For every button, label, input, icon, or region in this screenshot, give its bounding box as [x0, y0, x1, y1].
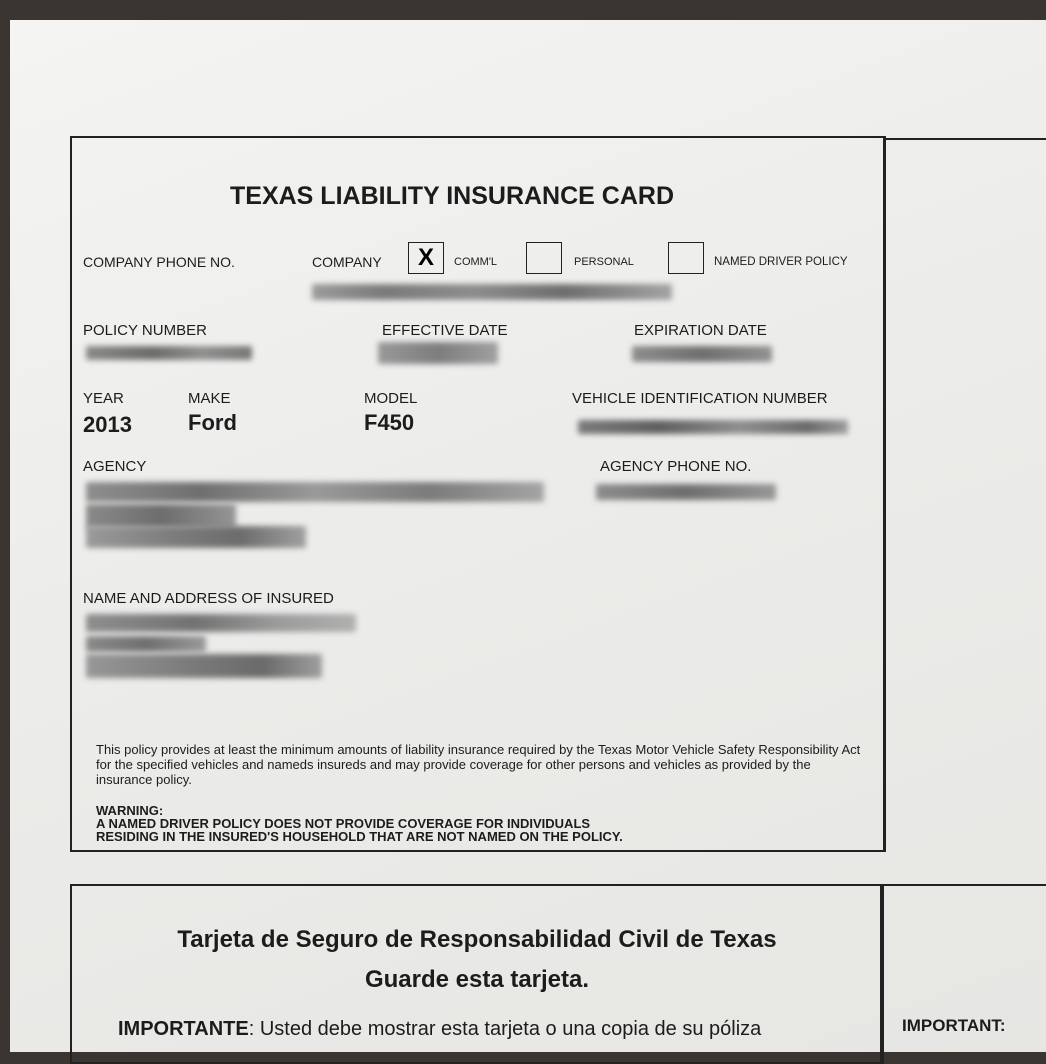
- agency-city-redacted: [86, 526, 306, 548]
- commercial-label: COMM'L: [454, 256, 498, 268]
- insured-address-redacted: [86, 636, 206, 652]
- vin-redacted: [578, 420, 848, 434]
- expiration-date-redacted: [632, 346, 772, 362]
- effective-date-label: EFFECTIVE DATE: [382, 322, 508, 339]
- policy-number-label: POLICY NUMBER: [83, 322, 207, 339]
- spanish-title: Tarjeta de Seguro de Responsabilidad Civil de Texas: [177, 926, 777, 953]
- make-label: MAKE: [188, 390, 231, 407]
- named-driver-label: NAMED DRIVER POLICY: [714, 256, 848, 268]
- agency-address-redacted: [86, 504, 236, 528]
- spanish-important-text: : Usted debe mostrar esta tarjeta o una copia de su póliza: [248, 1018, 762, 1040]
- company-phone-redacted: [312, 284, 672, 300]
- spanish-important-label: IMPORTANTE: [118, 1018, 249, 1040]
- named-driver-checkbox: [668, 242, 704, 274]
- agency-label: AGENCY: [83, 458, 147, 475]
- policy-number-redacted: [86, 346, 252, 360]
- agency-phone-redacted: [596, 484, 776, 500]
- company-label: COMPANY: [312, 254, 382, 270]
- spanish-important: [118, 1018, 761, 1041]
- personal-checkbox: [526, 242, 562, 274]
- agency-phone-label: AGENCY PHONE NO.: [600, 458, 752, 475]
- warning-line-1: A NAMED DRIVER POLICY DOES NOT PROVIDE COVERAGE FOR INDIVIDUALS: [96, 816, 591, 831]
- commercial-checkbox: X: [408, 242, 444, 274]
- company-phone-label: COMPANY PHONE NO.: [83, 254, 235, 270]
- warning-line-2: RESIDING IN THE INSURED'S HOUSEHOLD THAT ARE NOT NAMED ON THE POLICY.: [96, 829, 623, 844]
- agency-name-redacted: [86, 482, 544, 502]
- insured-label: NAME AND ADDRESS OF INSURED: [83, 590, 334, 607]
- model-value: F450: [364, 410, 415, 435]
- insurance-card-english: [70, 136, 886, 852]
- insured-name-redacted: [86, 614, 356, 632]
- vin-label: VEHICLE IDENTIFICATION NUMBER: [572, 390, 828, 407]
- warning-title: WARNING:: [96, 803, 164, 818]
- model-label: MODEL: [364, 390, 418, 407]
- insurance-card-spanish: [70, 884, 882, 1064]
- spanish-subtitle: Guarde esta tarjeta.: [364, 966, 590, 993]
- personal-label: PERSONAL: [574, 256, 634, 268]
- insured-city-redacted: [86, 654, 322, 678]
- year-label: YEAR: [83, 390, 124, 407]
- effective-date-redacted: [378, 342, 498, 364]
- card-title: TEXAS LIABILITY INSURANCE CARD: [230, 182, 675, 210]
- year-value: 2013: [83, 412, 132, 437]
- side-panel-top: [886, 138, 1046, 850]
- side-important-label: IMPORTANT:: [902, 1016, 1006, 1035]
- disclaimer-text: This policy provides at least the minimum amounts of liability insurance required by the Texas Motor Vehicle Safety Responsibility Act for the specified vehicles and nameds insureds and may provide coverage for other persons and vehicles as provided by the insurance policy.: [96, 742, 861, 787]
- expiration-date-label: EXPIRATION DATE: [634, 322, 767, 339]
- side-panel-bottom: [882, 884, 1046, 1064]
- warning-block: [96, 804, 623, 843]
- make-value: Ford: [188, 410, 237, 435]
